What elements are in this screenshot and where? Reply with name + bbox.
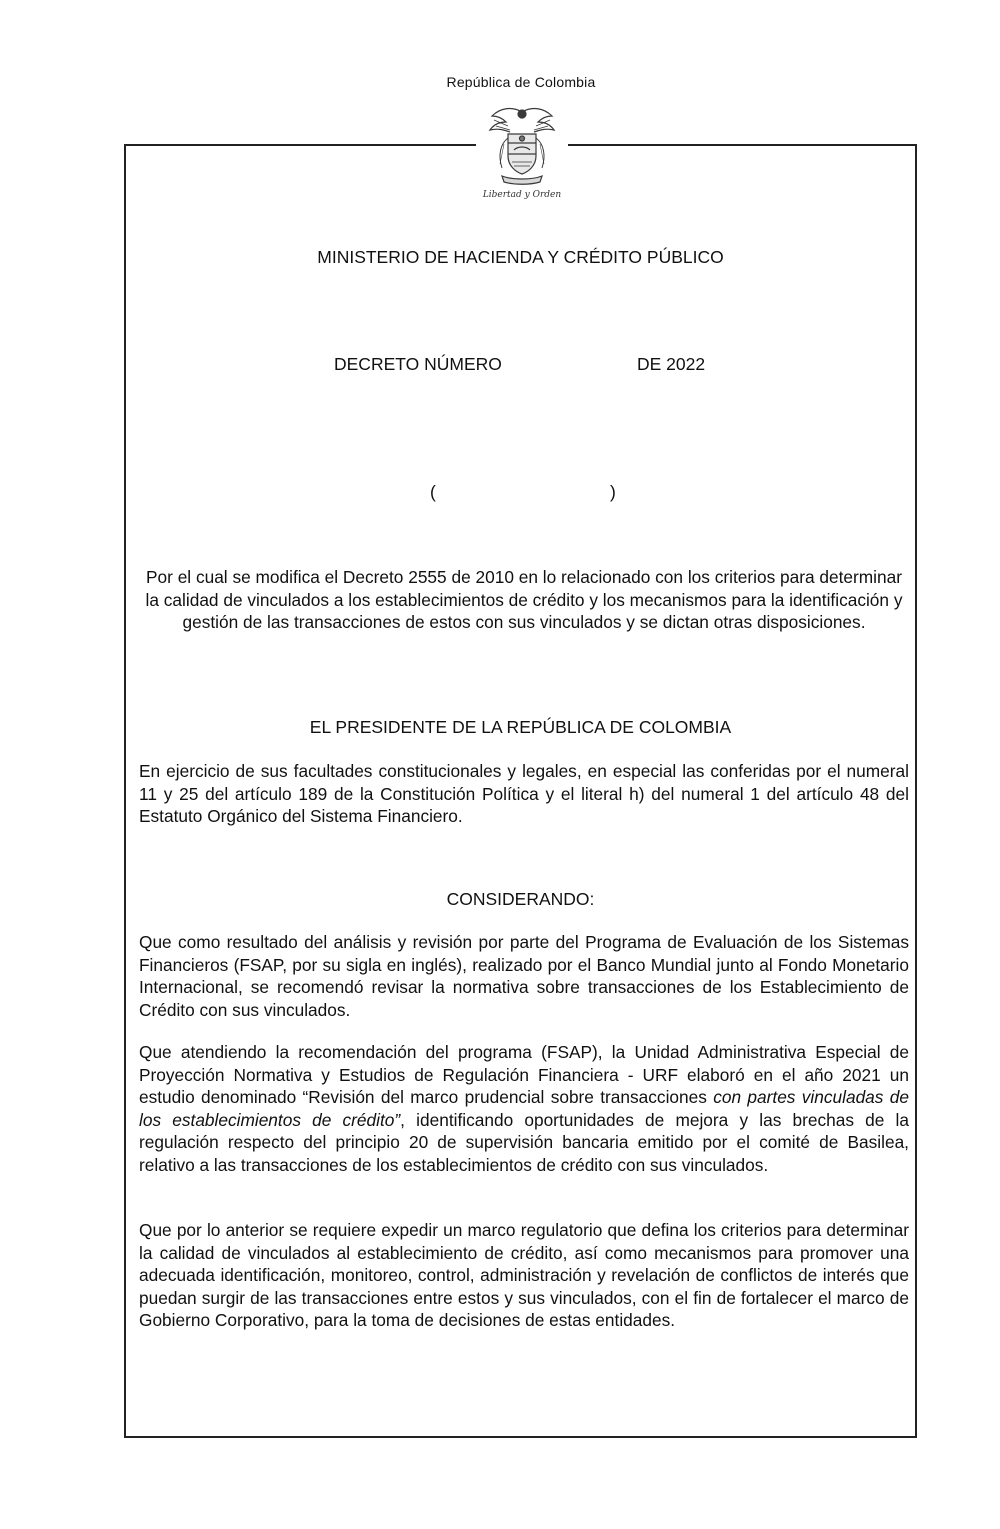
paren-close: ): [610, 482, 616, 502]
decree-number-label: DECRETO NÚMERO: [334, 354, 502, 374]
considering-paragraph-3: Que por lo anterior se requiere expedir un marco regulatorio que defina los criterios para determinar la calidad de vinculados al establecimiento de crédito, así como mecanismos para promover una adecuada identificación, monitoreo, control, administración y revelación de conflictos de interés que puedan surgir de las transacciones entre estos y sus vinculados, con el fin de fortalecer el marco de Gobierno Corporativo, para la toma de decisiones de estas entidades.: [139, 1220, 909, 1331]
decree-year-label: DE 2022: [637, 354, 706, 374]
considering-paragraph-2: [139, 1041, 909, 1177]
ministry-title: MINISTERIO DE HACIENDA Y CRÉDITO PÚBLICO: [317, 247, 724, 267]
considering-2-text-b: , identificando oportunidades de mejora y las brechas de la regulación respecto del principio 20 de supervisión bancaria emitido por el comité de Basilea, relativo a las transacciones de los establecimientos de crédito con sus vinculados.: [139, 1109, 910, 1175]
considering-2-italic: con partes vinculadas de los establecimientos de crédito”: [139, 1087, 909, 1130]
considering-2-text-a: Que atendiendo la recomendación del programa (FSAP), la Unidad Administrativa Especial de Proyección Normativa y Estudios de Regulación Financiera - URF elaboró en el año 2021 un estudio denominado “Revisión del marco prudencial sobre transacciones: [139, 1042, 909, 1108]
emblem-block: [476, 100, 568, 210]
considering-paragraph-1: Que como resultado del análisis y revisión por parte del Programa de Evaluación de los Sistemas Financieros (FSAP, por su sigla en inglés), realizado por el Banco Mundial junto al Fondo Monetario Internacional, se recomendó revisar la normativa sobre transacciones de los Establecimiento de Crédito con sus vinculados.: [139, 932, 909, 1020]
considering-heading: CONSIDERANDO:: [446, 889, 595, 909]
republic-header: República de Colombia: [446, 74, 596, 90]
decree-summary: Por el cual se modifica el Decreto 2555 de 2010 en lo relacionado con los criterios para determinar la calidad de vinculados a los establecimientos de crédito y los mecanismos para la identificación y gestión de las transacciones de estos con sus vinculados y se dictan otras disposiciones.: [145, 567, 903, 633]
coat-of-arms-icon: [482, 104, 562, 190]
paren-open: (: [430, 482, 436, 502]
president-heading: EL PRESIDENTE DE LA REPÚBLICA DE COLOMBIA: [309, 717, 732, 737]
motto-text: Libertad y Orden: [482, 190, 562, 200]
powers-paragraph: En ejercicio de sus facultades constitucionales y legales, en especial las conferidas por el numeral 11 y 25 del artículo 189 de la Constitución Política y el literal h) del numeral 1 del artículo 48 del Estatuto Orgánico del Sistema Financiero.: [139, 761, 909, 827]
